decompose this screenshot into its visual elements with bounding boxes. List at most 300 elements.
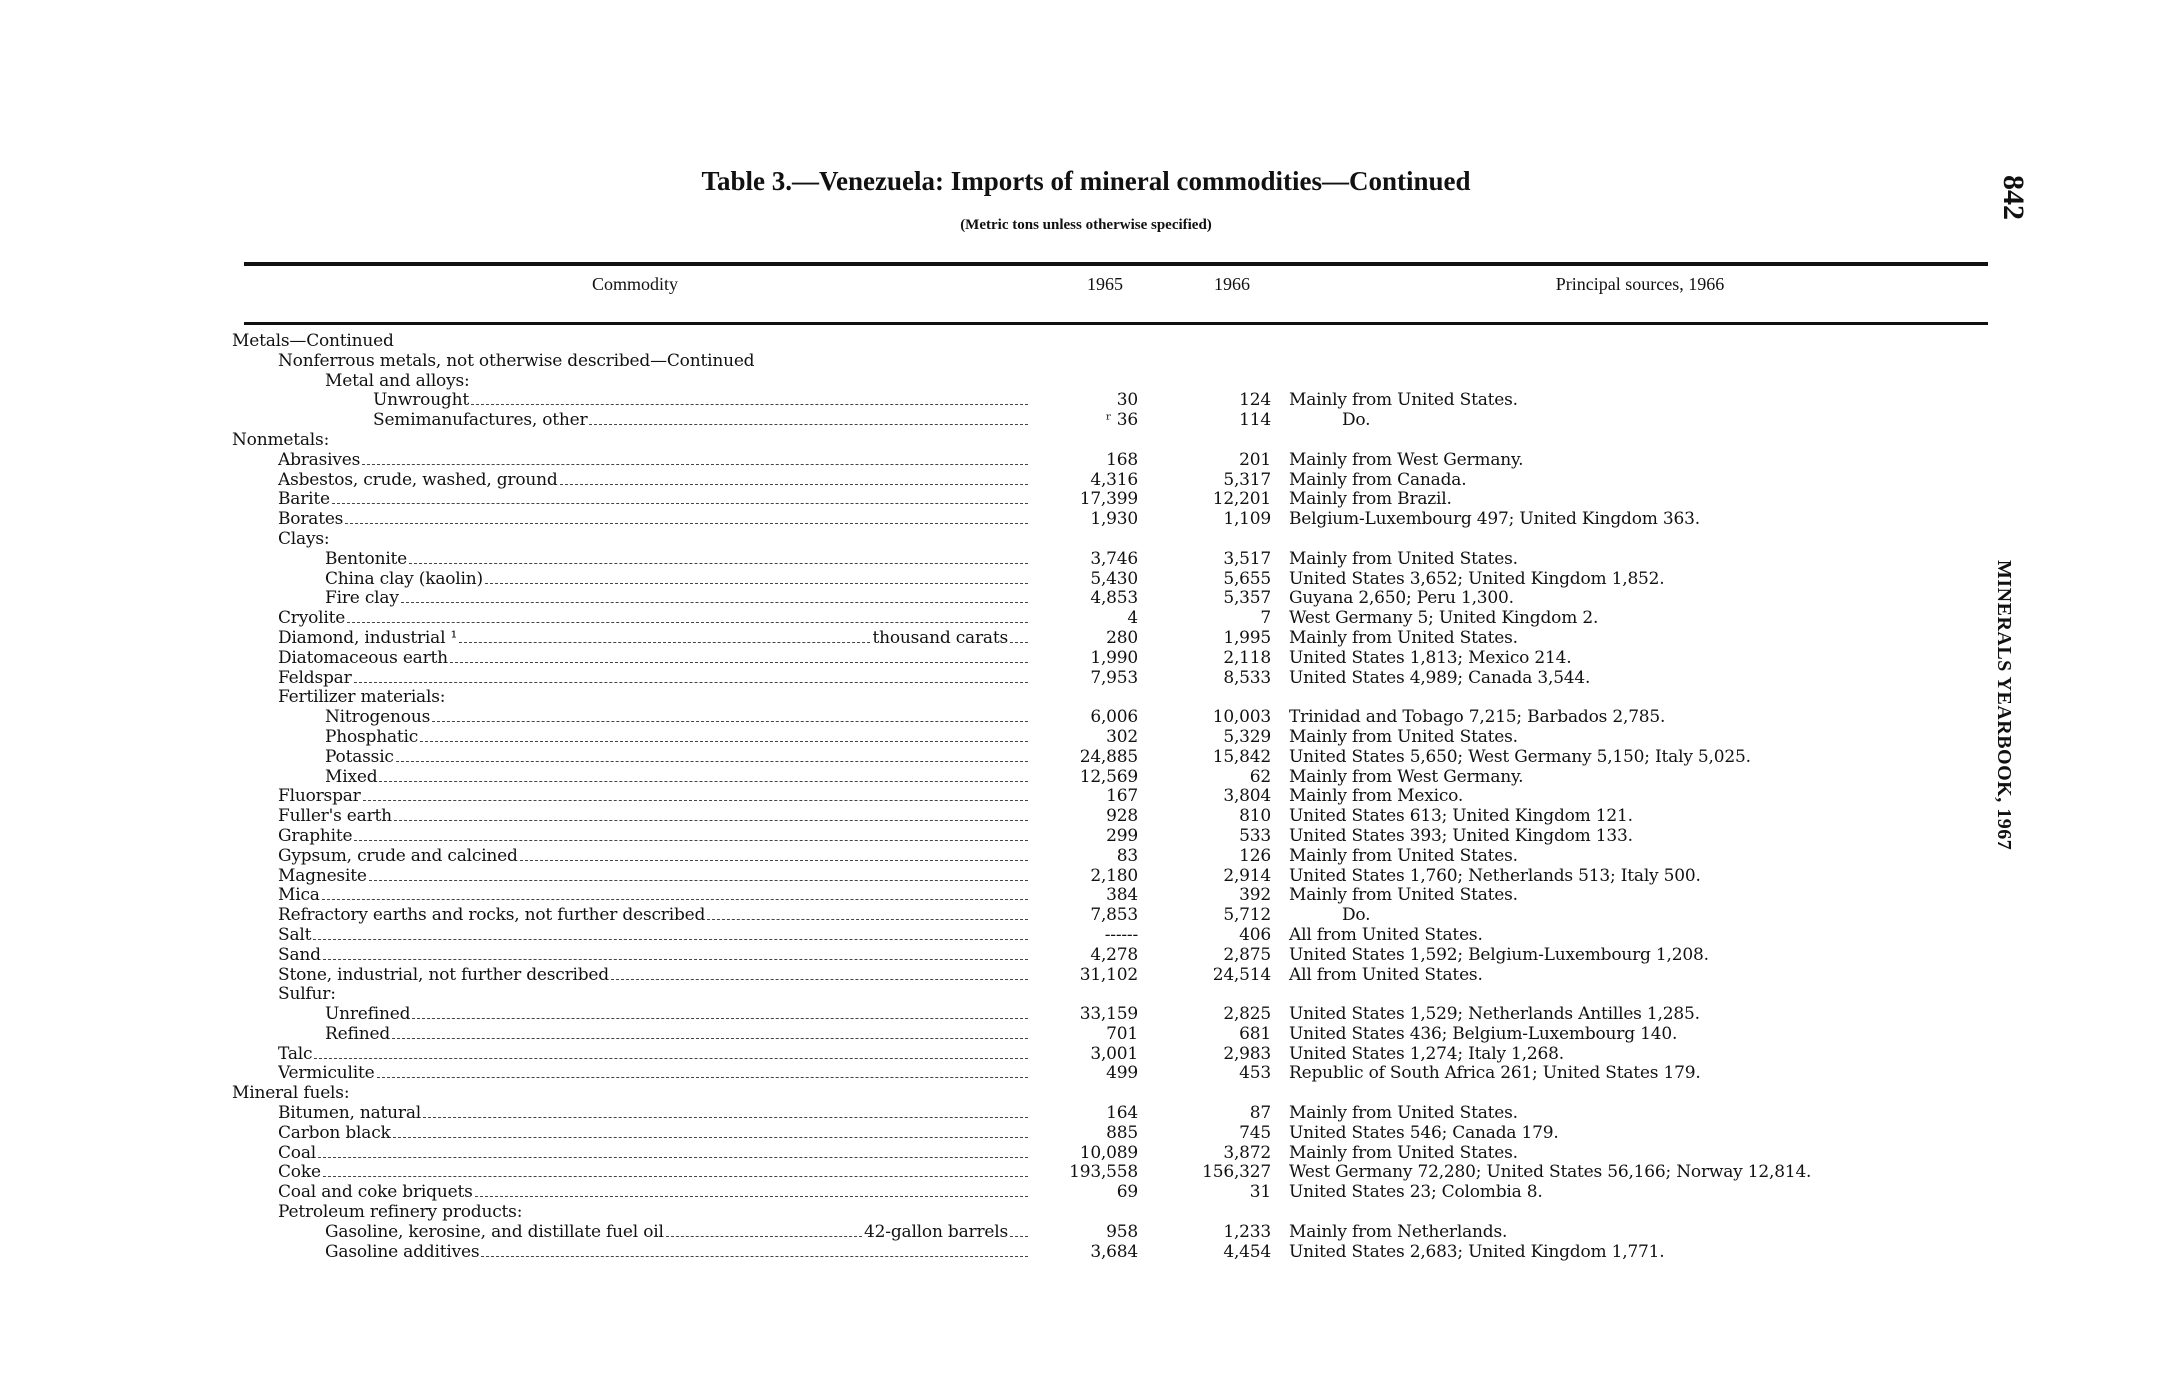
commodity-name: Refined xyxy=(325,1024,391,1044)
value-1966: 15,842 xyxy=(1212,746,1271,767)
commodity-cell xyxy=(278,609,1030,629)
dot-leader xyxy=(379,770,1028,782)
commodity-name: Semimanufactures, other xyxy=(373,411,588,431)
principal-sources: United States 2,683; United Kingdom 1,771. xyxy=(1289,1241,1665,1262)
column-header-sources: Principal sources, 1966 xyxy=(1555,274,1725,294)
dot-leader xyxy=(332,492,1028,504)
commodity-name: Sulfur: xyxy=(278,985,336,1005)
value-1966: 2,825 xyxy=(1223,1004,1271,1025)
table-row xyxy=(0,1104,2172,1124)
principal-sources: United States 436; Belgium-Luxembourg 140. xyxy=(1289,1023,1678,1044)
dot-leader xyxy=(432,710,1028,722)
commodity-cell xyxy=(325,1005,1030,1025)
value-1965: 1,930 xyxy=(1090,509,1138,530)
commodity-cell xyxy=(278,1163,1030,1183)
table-row xyxy=(0,926,2172,946)
value-1965: 30 xyxy=(1116,390,1138,411)
dot-leader xyxy=(450,651,1028,663)
commodity-cell xyxy=(325,550,1030,570)
principal-sources: Guyana 2,650; Peru 1,300. xyxy=(1289,588,1514,609)
table-row xyxy=(0,1223,2172,1243)
value-1965: 31,102 xyxy=(1079,964,1138,985)
table-row xyxy=(0,332,2172,352)
table-row xyxy=(0,471,2172,491)
value-1966: 2,914 xyxy=(1223,865,1271,886)
commodity-cell xyxy=(278,946,1030,966)
principal-sources: United States 5,650; West Germany 5,150; Italy 5,025. xyxy=(1289,746,1751,767)
value-1965: 384 xyxy=(1106,885,1138,906)
value-1965: 499 xyxy=(1106,1063,1138,1084)
commodity-name: Nitrogenous xyxy=(325,708,431,728)
principal-sources: Mainly from Brazil. xyxy=(1289,489,1452,510)
table-subtitle: (Metric tons unless otherwise specified) xyxy=(960,217,1212,233)
dot-leader xyxy=(1010,631,1028,643)
commodity-name: Nonmetals: xyxy=(232,430,330,450)
dot-leader xyxy=(401,591,1028,603)
commodity-name: Coal xyxy=(278,1143,317,1163)
commodity-cell xyxy=(232,431,329,451)
commodity-name: Fire clay xyxy=(325,589,399,609)
principal-sources: Mainly from United States. xyxy=(1289,885,1518,906)
commodity-name: China clay (kaolin) xyxy=(325,569,483,589)
commodity-name: Coke xyxy=(278,1163,321,1183)
commodity-cell xyxy=(278,688,445,708)
value-1965: 83 xyxy=(1116,845,1138,866)
commodity-name: Gasoline additives xyxy=(325,1242,480,1262)
table-row xyxy=(0,728,2172,748)
principal-sources: Do. xyxy=(1342,410,1371,431)
dot-leader xyxy=(707,908,1028,920)
commodity-name: Unrefined xyxy=(325,1005,411,1025)
principal-sources: Mainly from United States. xyxy=(1289,1103,1518,1124)
dot-leader xyxy=(475,1185,1028,1197)
dot-leader xyxy=(363,789,1028,801)
dot-leader xyxy=(354,829,1028,841)
value-1965: 69 xyxy=(1116,1182,1138,1203)
commodity-cell xyxy=(325,1223,1030,1243)
dot-leader xyxy=(520,849,1028,861)
value-1965: 164 xyxy=(1106,1103,1138,1124)
commodity-cell xyxy=(278,530,329,550)
table-row xyxy=(0,1144,2172,1164)
dot-leader xyxy=(423,1106,1028,1118)
commodity-name: Stone, industrial, not further described xyxy=(278,965,609,985)
value-1965: 3,746 xyxy=(1090,548,1138,569)
principal-sources: Belgium-Luxembourg 497; United Kingdom 363. xyxy=(1289,509,1700,530)
commodity-cell xyxy=(278,906,1030,926)
principal-sources: All from United States. xyxy=(1289,964,1483,985)
value-1966: 1,233 xyxy=(1223,1221,1271,1242)
commodity-cell xyxy=(325,589,1030,609)
principal-sources: All from United States. xyxy=(1289,924,1483,945)
commodity-name: Diatomaceous earth xyxy=(278,648,448,668)
column-header-1966: 1966 xyxy=(1214,274,1250,294)
principal-sources: United States 1,592; Belgium-Luxembourg 1,208. xyxy=(1289,944,1709,965)
value-1965: 5,430 xyxy=(1090,568,1138,589)
commodity-name: Phosphatic xyxy=(325,727,419,747)
value-1966: 392 xyxy=(1239,885,1271,906)
commodity-cell xyxy=(325,748,1030,768)
table-row xyxy=(0,768,2172,788)
value-1965: 168 xyxy=(1106,449,1138,470)
commodity-cell xyxy=(278,1045,1030,1065)
value-1965: 701 xyxy=(1106,1023,1138,1044)
commodity-cell xyxy=(232,1084,349,1104)
value-1965: 3,684 xyxy=(1090,1241,1138,1262)
value-1965: 4,853 xyxy=(1090,588,1138,609)
table-row xyxy=(0,490,2172,510)
table-row xyxy=(0,1203,2172,1223)
commodity-cell xyxy=(325,1243,1030,1263)
dot-leader xyxy=(394,809,1028,821)
table-row xyxy=(0,1183,2172,1203)
principal-sources: United States 546; Canada 179. xyxy=(1289,1122,1559,1143)
commodity-name: Mica xyxy=(278,886,320,906)
principal-sources: Mainly from United States. xyxy=(1289,548,1518,569)
dot-leader xyxy=(666,1225,862,1237)
dot-leader xyxy=(392,1027,1028,1039)
commodity-cell xyxy=(278,629,1030,649)
value-1965: ʳ 36 xyxy=(1105,410,1138,431)
commodity-name: Feldspar xyxy=(278,668,352,688)
value-1966: 8,533 xyxy=(1223,667,1271,688)
dot-leader xyxy=(347,611,1028,623)
principal-sources: Mainly from United States. xyxy=(1289,627,1518,648)
commodity-name: Gypsum, crude and calcined xyxy=(278,846,518,866)
principal-sources: United States 3,652; United Kingdom 1,852. xyxy=(1289,568,1665,589)
commodity-cell xyxy=(278,1144,1030,1164)
principal-sources: Do. xyxy=(1342,905,1371,926)
commodity-cell xyxy=(278,886,1030,906)
commodity-cell xyxy=(278,985,336,1005)
commodity-name: Bitumen, natural xyxy=(278,1104,422,1124)
commodity-name: Vermiculite xyxy=(278,1064,375,1084)
dot-leader xyxy=(369,869,1028,881)
dot-leader xyxy=(396,750,1028,762)
dot-leader xyxy=(313,928,1028,940)
principal-sources: United States 1,760; Netherlands 513; Italy 500. xyxy=(1289,865,1701,886)
commodity-cell xyxy=(325,728,1030,748)
table-row xyxy=(0,827,2172,847)
table-row xyxy=(0,867,2172,887)
dot-leader xyxy=(354,671,1028,683)
value-1966: 681 xyxy=(1239,1023,1271,1044)
value-1966: 87 xyxy=(1249,1103,1271,1124)
dot-leader xyxy=(611,968,1028,980)
commodity-name: Cryolite xyxy=(278,609,346,629)
commodity-name: Metals—Continued xyxy=(232,332,394,351)
commodity-name: Salt xyxy=(278,925,312,945)
commodity-cell xyxy=(373,391,1030,411)
commodity-cell xyxy=(278,966,1030,986)
dot-leader xyxy=(377,1066,1029,1078)
table-row xyxy=(0,510,2172,530)
principal-sources: Mainly from United States. xyxy=(1289,390,1518,411)
principal-sources: United States 4,989; Canada 3,544. xyxy=(1289,667,1591,688)
value-1966: 124 xyxy=(1239,390,1271,411)
commodity-name: Abrasives xyxy=(278,450,361,470)
commodity-name: Carbon black xyxy=(278,1123,391,1143)
value-1965: 280 xyxy=(1106,627,1138,648)
table-row xyxy=(0,629,2172,649)
commodity-cell xyxy=(232,332,394,352)
principal-sources: Mainly from Mexico. xyxy=(1289,786,1464,807)
value-1965: ------ xyxy=(1104,924,1138,945)
principal-sources: United States 393; United Kingdom 133. xyxy=(1289,825,1633,846)
dot-leader xyxy=(362,453,1028,465)
table-row xyxy=(0,649,2172,669)
table-row xyxy=(0,946,2172,966)
commodity-name: Mineral fuels: xyxy=(232,1084,350,1104)
table-row xyxy=(0,431,2172,451)
table-row xyxy=(0,1084,2172,1104)
dot-leader xyxy=(345,512,1028,524)
value-1966: 2,875 xyxy=(1223,944,1271,965)
principal-sources: United States 1,274; Italy 1,268. xyxy=(1289,1043,1564,1064)
dot-leader xyxy=(314,1047,1028,1059)
dot-leader xyxy=(323,1165,1028,1177)
value-1966: 4,454 xyxy=(1223,1241,1271,1262)
table-title: Table 3.—Venezuela: Imports of mineral commodities—Continued xyxy=(701,166,1471,196)
value-1966: 533 xyxy=(1239,825,1271,846)
value-1966: 7 xyxy=(1260,608,1271,629)
table-row xyxy=(0,391,2172,411)
commodity-cell xyxy=(278,1183,1030,1203)
value-1966: 1,995 xyxy=(1223,627,1271,648)
value-1966: 3,872 xyxy=(1223,1142,1271,1163)
commodity-cell xyxy=(278,827,1030,847)
principal-sources: West Germany 5; United Kingdom 2. xyxy=(1289,608,1599,629)
table-row xyxy=(0,1045,2172,1065)
value-1965: 7,853 xyxy=(1090,905,1138,926)
commodity-cell xyxy=(278,490,1030,510)
table-row xyxy=(0,985,2172,1005)
value-1966: 31 xyxy=(1249,1182,1271,1203)
table-row xyxy=(0,550,2172,570)
table-row xyxy=(0,530,2172,550)
dot-leader xyxy=(589,413,1028,425)
table-row xyxy=(0,1243,2172,1263)
commodity-name: Fluorspar xyxy=(278,787,361,807)
commodity-cell xyxy=(278,510,1030,530)
principal-sources: Mainly from Canada. xyxy=(1289,469,1467,490)
value-1966: 5,655 xyxy=(1223,568,1271,589)
commodity-name: Bentonite xyxy=(325,549,408,569)
value-1966: 10,003 xyxy=(1212,707,1271,728)
value-1965: 33,159 xyxy=(1079,1004,1138,1025)
commodity-cell xyxy=(278,669,1030,689)
value-1966: 126 xyxy=(1239,845,1271,866)
table-row xyxy=(0,708,2172,728)
value-1966: 62 xyxy=(1249,766,1271,787)
principal-sources: United States 613; United Kingdom 121. xyxy=(1289,806,1633,827)
unit-label: thousand carats xyxy=(872,628,1008,648)
table-row xyxy=(0,1064,2172,1084)
commodity-name: Diamond, industrial ¹ xyxy=(278,628,458,648)
header-top-rule xyxy=(244,262,1988,266)
commodity-cell xyxy=(325,768,1030,788)
commodity-name: Gasoline, kerosine, and distillate fuel oil xyxy=(325,1222,664,1242)
value-1966: 5,357 xyxy=(1223,588,1271,609)
table-row xyxy=(0,906,2172,926)
principal-sources: Mainly from United States. xyxy=(1289,1142,1518,1163)
value-1965: 167 xyxy=(1106,786,1138,807)
principal-sources: United States 1,529; Netherlands Antilles 1,285. xyxy=(1289,1004,1700,1025)
column-header-1965: 1965 xyxy=(1087,274,1123,294)
value-1966: 156,327 xyxy=(1202,1162,1271,1183)
principal-sources: Mainly from West Germany. xyxy=(1289,766,1524,787)
value-1966: 2,118 xyxy=(1223,647,1271,668)
value-1966: 114 xyxy=(1239,410,1271,431)
value-1966: 3,517 xyxy=(1223,548,1271,569)
principal-sources: Mainly from United States. xyxy=(1289,845,1518,866)
value-1965: 12,569 xyxy=(1079,766,1138,787)
commodity-name: Clays: xyxy=(278,529,330,549)
commodity-name: Sand xyxy=(278,945,321,965)
value-1966: 5,712 xyxy=(1223,905,1271,926)
commodity-name: Borates xyxy=(278,510,344,530)
commodity-cell xyxy=(325,372,470,392)
principal-sources: Trinidad and Tobago 7,215; Barbados 2,785. xyxy=(1289,707,1666,728)
table-row xyxy=(0,372,2172,392)
unit-label: 42-gallon barrels xyxy=(864,1222,1008,1242)
commodity-name: Petroleum refinery products: xyxy=(278,1203,523,1223)
commodity-cell xyxy=(278,1064,1030,1084)
commodity-name: Magnesite xyxy=(278,866,367,886)
table-row xyxy=(0,807,2172,827)
principal-sources: United States 1,813; Mexico 214. xyxy=(1289,647,1572,668)
dot-leader xyxy=(412,1007,1028,1019)
value-1966: 810 xyxy=(1239,806,1271,827)
page-number: 842 xyxy=(1997,175,2030,220)
table-row xyxy=(0,748,2172,768)
table-row xyxy=(0,1163,2172,1183)
principal-sources: Mainly from United States. xyxy=(1289,726,1518,747)
table-row xyxy=(0,352,2172,372)
commodity-name: Fertilizer materials: xyxy=(278,688,446,708)
dot-leader xyxy=(560,473,1028,485)
table-row xyxy=(0,688,2172,708)
table-row xyxy=(0,609,2172,629)
value-1966: 2,983 xyxy=(1223,1043,1271,1064)
value-1965: 10,089 xyxy=(1079,1142,1138,1163)
value-1965: 885 xyxy=(1106,1122,1138,1143)
dot-leader xyxy=(459,631,870,643)
commodity-cell xyxy=(278,1124,1030,1144)
value-1966: 1,109 xyxy=(1223,509,1271,530)
table-row xyxy=(0,966,2172,986)
table-row xyxy=(0,411,2172,431)
value-1965: 1,990 xyxy=(1090,647,1138,668)
dot-leader xyxy=(409,552,1028,564)
commodity-cell xyxy=(278,867,1030,887)
value-1965: 2,180 xyxy=(1090,865,1138,886)
value-1965: 4,316 xyxy=(1090,469,1138,490)
value-1965: 7,953 xyxy=(1090,667,1138,688)
table-row xyxy=(0,669,2172,689)
commodity-name: Potassic xyxy=(325,747,394,767)
value-1965: 928 xyxy=(1106,806,1138,827)
dot-leader xyxy=(1010,1225,1028,1237)
commodity-cell xyxy=(278,471,1030,491)
commodity-cell xyxy=(325,1025,1030,1045)
value-1966: 745 xyxy=(1239,1122,1271,1143)
table-row xyxy=(0,570,2172,590)
value-1965: 4,278 xyxy=(1090,944,1138,965)
commodity-cell xyxy=(278,1104,1030,1124)
value-1966: 453 xyxy=(1239,1063,1271,1084)
commodity-name: Nonferrous metals, not otherwise described—Continued xyxy=(278,351,755,371)
value-1966: 3,804 xyxy=(1223,786,1271,807)
value-1965: 958 xyxy=(1106,1221,1138,1242)
commodity-name: Asbestos, crude, washed, ground xyxy=(278,470,558,490)
table-row xyxy=(0,1005,2172,1025)
commodity-cell xyxy=(278,787,1030,807)
commodity-cell xyxy=(278,807,1030,827)
commodity-name: Fuller's earth xyxy=(278,807,392,827)
value-1966: 406 xyxy=(1239,924,1271,945)
commodity-name: Barite xyxy=(278,490,330,510)
dot-leader xyxy=(393,1126,1028,1138)
value-1966: 24,514 xyxy=(1212,964,1271,985)
table-row xyxy=(0,589,2172,609)
commodity-cell xyxy=(278,847,1030,867)
commodity-cell xyxy=(278,1203,522,1223)
table-row xyxy=(0,1124,2172,1144)
value-1965: 3,001 xyxy=(1090,1043,1138,1064)
table-row xyxy=(0,451,2172,471)
commodity-name: Mixed xyxy=(325,767,378,787)
commodity-cell xyxy=(278,451,1030,471)
header-bottom-rule xyxy=(244,322,1988,325)
commodity-cell xyxy=(325,708,1030,728)
principal-sources: West Germany 72,280; United States 56,166; Norway 12,814. xyxy=(1289,1162,1812,1183)
commodity-name: Coal and coke briquets xyxy=(278,1183,473,1203)
value-1965: 17,399 xyxy=(1079,489,1138,510)
commodity-cell xyxy=(278,352,754,372)
value-1965: 299 xyxy=(1106,825,1138,846)
table-row xyxy=(0,847,2172,867)
dot-leader xyxy=(485,572,1028,584)
commodity-cell xyxy=(373,411,1030,431)
commodity-name: Unwrought xyxy=(373,391,469,411)
running-head: MINERALS YEARBOOK, 1967 xyxy=(1993,560,2015,851)
principal-sources: Republic of South Africa 261; United States 179. xyxy=(1289,1063,1701,1084)
table-body xyxy=(0,332,2172,1262)
dot-leader xyxy=(420,730,1028,742)
dot-leader xyxy=(471,393,1028,405)
commodity-name: Talc xyxy=(278,1044,313,1064)
commodity-name: Refractory earths and rocks, not further described xyxy=(278,906,706,926)
commodity-name: Graphite xyxy=(278,826,353,846)
dot-leader xyxy=(322,888,1028,900)
value-1965: 302 xyxy=(1106,726,1138,747)
commodity-cell xyxy=(278,926,1030,946)
principal-sources: Mainly from Netherlands. xyxy=(1289,1221,1508,1242)
value-1966: 12,201 xyxy=(1212,489,1271,510)
value-1965: 24,885 xyxy=(1079,746,1138,767)
value-1966: 201 xyxy=(1239,449,1271,470)
commodity-cell xyxy=(325,570,1030,590)
principal-sources: Mainly from West Germany. xyxy=(1289,449,1524,470)
value-1966: 5,317 xyxy=(1223,469,1271,490)
dot-leader xyxy=(481,1245,1028,1257)
dot-leader xyxy=(323,948,1028,960)
commodity-cell xyxy=(278,649,1030,669)
dot-leader xyxy=(318,1146,1028,1158)
value-1965: 6,006 xyxy=(1090,707,1138,728)
value-1965: 193,558 xyxy=(1069,1162,1138,1183)
